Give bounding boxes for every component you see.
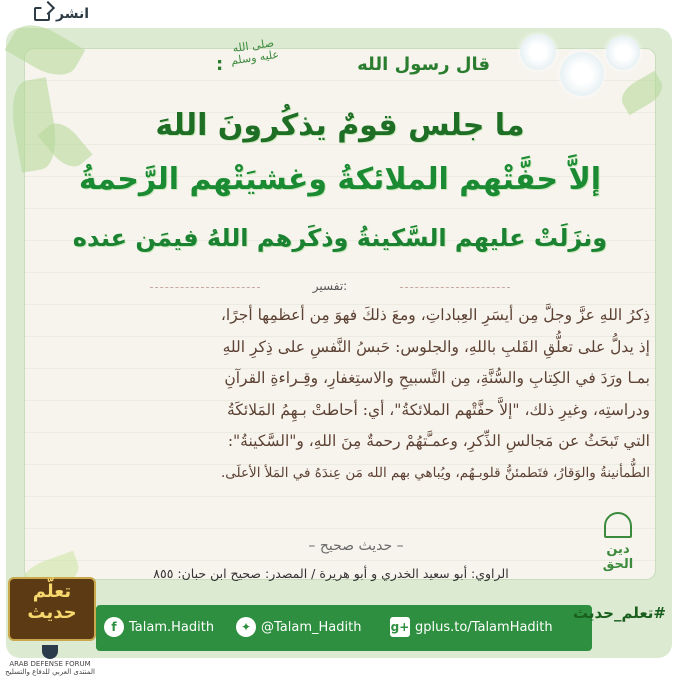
top-bar bbox=[0, 0, 680, 30]
explanation-line: ذِكرُ اللهِ عزَّ وجلَّ مِن أيسَرِ العِباداتِ، ومعَ ذلكَ فهوَ مِن أعظمِها أجرًا، bbox=[220, 306, 650, 324]
tafsir-label: تفسير: bbox=[270, 279, 390, 293]
gplus-link[interactable] bbox=[390, 617, 553, 637]
logo-text: دين الحق bbox=[602, 542, 634, 572]
share-button[interactable] bbox=[34, 6, 89, 22]
deen-alhaq-logo bbox=[590, 512, 646, 572]
explanation-line: التي تَبحَثُ عن مَجالسِ الذِّكرِ، وعمـَّتهُمْ رحمةٌ مِنَ اللهِ، و"السَّكينةُ": bbox=[227, 432, 650, 450]
share-icon bbox=[34, 7, 50, 21]
badge-line-2: حديث bbox=[27, 602, 77, 623]
shield-icon bbox=[42, 645, 58, 659]
talam-hadith-badge bbox=[8, 577, 96, 641]
facebook-link[interactable] bbox=[104, 617, 214, 637]
hashtag[interactable]: #تعلم_حديث bbox=[572, 604, 666, 622]
twitter-handle: @Talam_Hadith bbox=[261, 619, 362, 635]
twitter-icon: ✦ bbox=[236, 617, 256, 637]
hadith-narrator: الراوي: أبو سعيد الخدري و أبو هريرة / المصدر: صحيح ابن حبان: ٨٥٥ bbox=[153, 566, 509, 581]
gplus-icon: g+ bbox=[390, 617, 410, 637]
gplus-handle: gplus.to/TalamHadith bbox=[415, 619, 553, 635]
hadith-line-2: إلاَّ حفَّتْهم الملائكةُ وغشيَتْهم الرَّحمةُ bbox=[78, 162, 602, 197]
explanation-line: ودراستِه، وغيرِ ذلك، "إلاَّ حفَّتْهم الملائكةُ"، أي: أحاطتْ بـهِمُ المَلائكَةُ bbox=[227, 400, 650, 419]
explanation-line: الطُّمأنينةُ والوَقارُ، فتَطمئنُّ قلوبـهُم، ويُباهي بهم الله مَن عِندَهُ في المَلأ الأعلَى. bbox=[220, 464, 650, 481]
flower-decoration bbox=[560, 52, 604, 96]
salawat-seal: صلى الله عليه وسلم bbox=[230, 36, 280, 68]
share-label: انشر bbox=[56, 6, 90, 22]
hadith-intro: قال رسول الله bbox=[357, 54, 490, 75]
badge-line-1: تعلّم bbox=[32, 581, 72, 602]
forum-name-ar: المنتدى العربي للدفاع والتسليح bbox=[5, 668, 95, 676]
hadith-line-1: ما جلس قومٌ يذكُرونَ اللهَ bbox=[155, 108, 525, 143]
twitter-link[interactable] bbox=[236, 617, 361, 637]
explanation-line: إذ يدلُّ على تعلُّقِ القَلبِ باللهِ، والجلوس: حَبسُ النَّفسِ على ذِكرِ اللهِ bbox=[222, 337, 650, 356]
hadith-line-3: ونزَلَتْ عليهم السَّكينةُ وذكَرهم اللهُ فيمَن عنده bbox=[72, 224, 608, 252]
flower-decoration bbox=[606, 36, 640, 70]
forum-name-en: ARAB DEFENSE FORUM bbox=[9, 660, 91, 668]
forum-watermark bbox=[4, 645, 96, 676]
facebook-handle: Talam.Hadith bbox=[129, 619, 215, 635]
explanation-text bbox=[30, 300, 650, 489]
explanation-line: بمـا ورَدَ في الكِتابِ والسُّنَّةِ، مِن التَّسبيحِ والاستِغفارِ، وقِـراءةِ القرآنِ bbox=[224, 369, 650, 387]
intro-colon: : bbox=[216, 54, 224, 75]
facebook-icon: f bbox=[104, 617, 124, 637]
mosque-dome-icon bbox=[604, 512, 632, 538]
flower-decoration bbox=[520, 34, 556, 70]
hadith-grade: – حديث صحيح – bbox=[308, 538, 404, 554]
